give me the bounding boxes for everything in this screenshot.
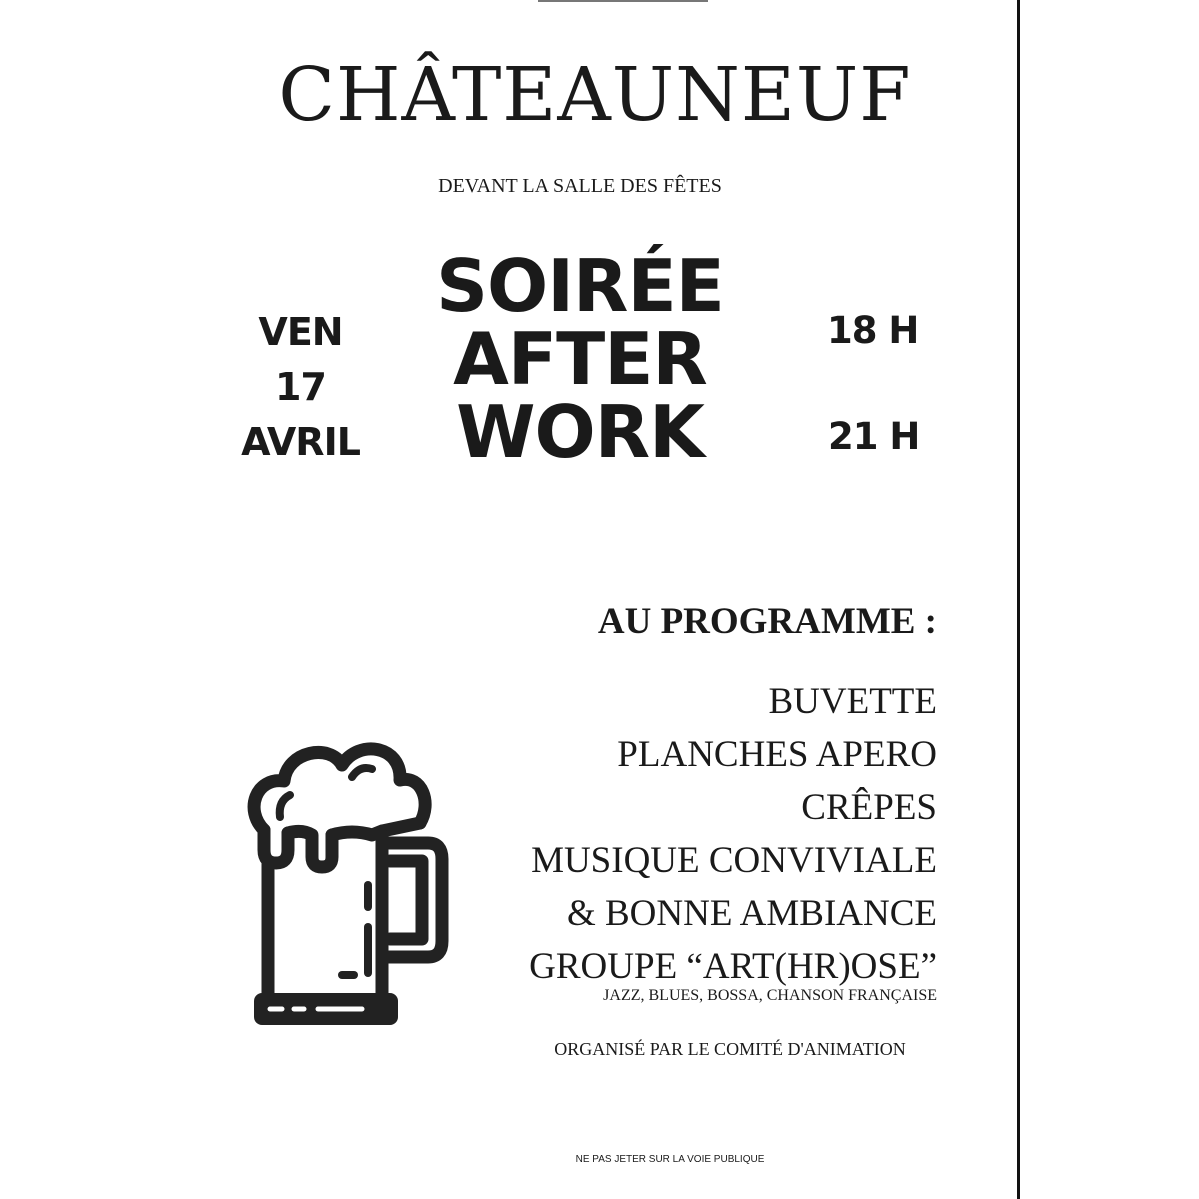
scan-top-mark [538, 0, 708, 2]
date-month: AVRIL [241, 420, 360, 464]
event-title-line-1: SOIRÉE [436, 244, 724, 328]
program-item: MUSIQUE CONVIVIALE [531, 840, 937, 881]
date-day-number: 17 [275, 365, 326, 409]
poster-venue: DEVANT LA SALLE DES FÊTES [438, 175, 722, 197]
footer-note: NE PAS JETER SUR LA VOIE PUBLIQUE [575, 1154, 765, 1165]
program-list [529, 675, 937, 993]
beer-mug-icon [242, 735, 457, 1030]
poster-town-title: CHÂTEAUNEUF [278, 52, 912, 138]
scan-right-edge [1017, 0, 1020, 1199]
program-item: GROUPE “ART(HR)OSE” [529, 946, 937, 987]
event-title-line-2: AFTER [453, 317, 707, 401]
event-title [425, 244, 735, 474]
date-day-name: VEN [258, 310, 343, 354]
program-heading: AU PROGRAMME : [597, 601, 937, 642]
event-title-line-3: WORK [456, 390, 704, 474]
program-item: BUVETTE [768, 681, 937, 722]
event-date [228, 305, 373, 470]
program-item: CRÊPES [801, 787, 937, 828]
event-start-time: 18 H [827, 309, 919, 352]
event-end-time: 21 H [828, 415, 920, 458]
organizer-credit: ORGANISÉ PAR LE COMITÉ D'ANIMATION [554, 1039, 906, 1059]
music-styles: JAZZ, BLUES, BOSSA, CHANSON FRANÇAISE [603, 987, 937, 1004]
program-item: & BONNE AMBIANCE [566, 893, 937, 934]
program-item: PLANCHES APERO [617, 734, 937, 775]
